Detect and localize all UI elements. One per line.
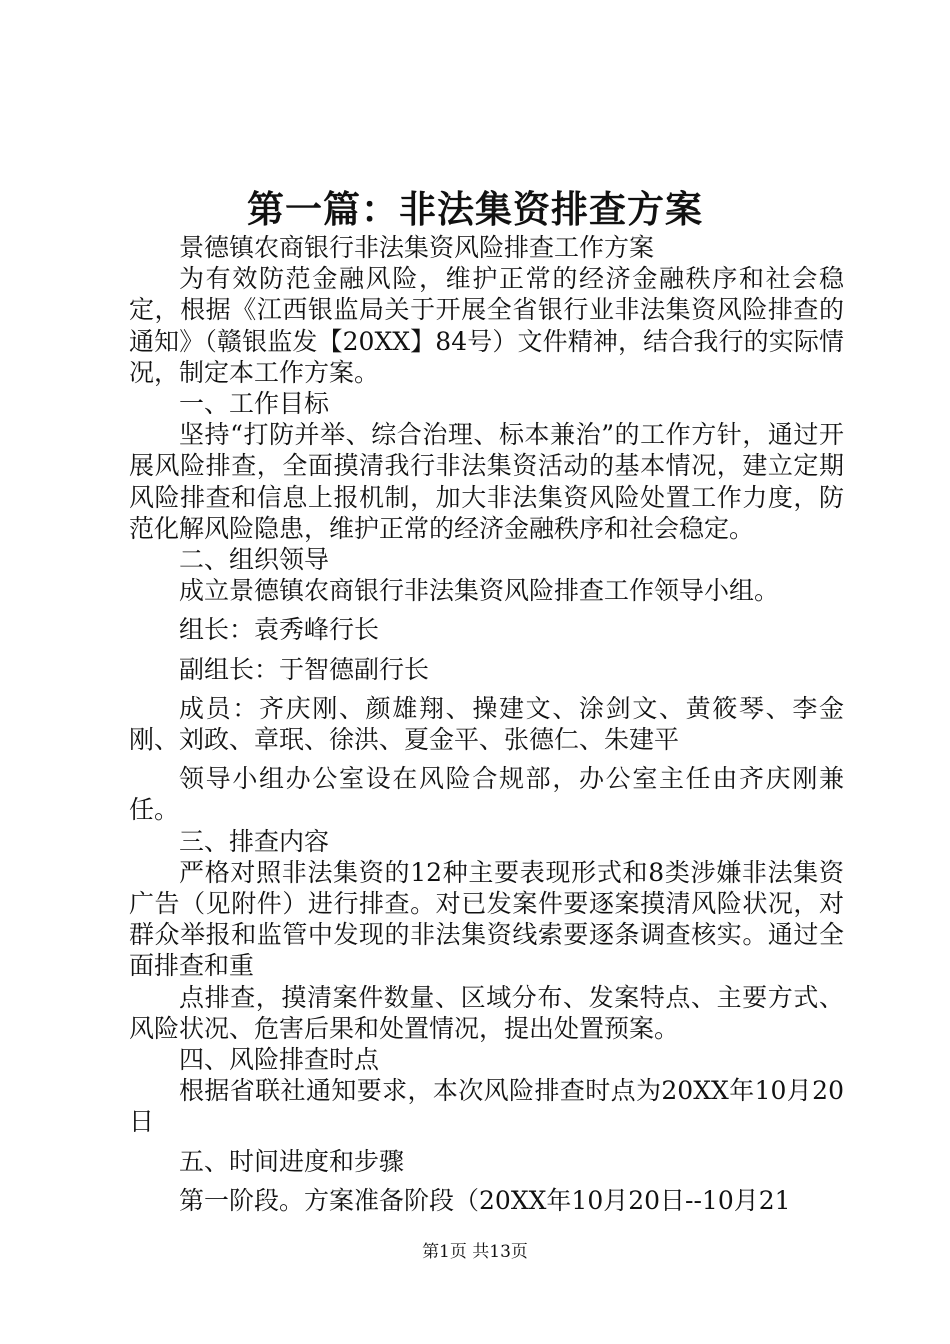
document-body: [129, 232, 844, 1216]
paragraph-intro: 为有效防范金融风险，维护正常的经济金融秩序和社会稳定，根据《江西银监局关于开展全省银行业非法集资风险排查的通知》（赣银监发【20XX】84号）文件精神，结合我行的实际情况，制定本工作方案。: [129, 264, 844, 387]
page-footer: 第1页 共13页: [422, 1242, 528, 1262]
paragraph-office: 领导小组办公室设在风险合规部，办公室主任由齐庆刚兼任。: [129, 764, 844, 825]
section-heading-goal: 一、工作目标: [179, 389, 330, 419]
paragraph-content: 严格对照非法集资的12种主要表现形式和8类涉嫌非法集资广告（见附件）进行排查。对已发案件要逐案摸清风险状况，对群众举报和监管中发现的非法集资线索要逐条调查核实。通过全面排查和重: [129, 857, 844, 981]
section-heading-schedule: 五、时间进度和步骤: [179, 1146, 405, 1176]
paragraph-checkpoint: 根据省联社通知要求，本次风险排查时点为20XX年10月20日: [129, 1076, 844, 1137]
paragraph-members: 成员：齐庆刚、颜雄翔、操建文、涂剑文、黄筱琴、李金刚、刘政、章珉、徐洪、夏金平、张德仁、朱建平: [129, 693, 844, 755]
paragraph-goal: 坚持“打防并举、综合治理、标本兼治”的工作方针，通过开展风险排查，全面摸清我行非法集资活动的基本情况，建立定期风险排查和信息上报机制，加大非法集资风险处置工作力度，防范化解风险隐患，维护正常的经济金融秩序和社会稳定。: [129, 420, 844, 543]
paragraph-deputy-leader: 副组长：于智德副行长: [179, 654, 430, 684]
document-title: 第一篇：非法集资排查方案: [247, 187, 703, 231]
paragraph-group-setup: 成立景德镇农商银行非法集资风险排查工作领导小组。: [179, 576, 780, 606]
section-heading-content: 三、排查内容: [179, 826, 330, 856]
paragraph-group-leader: 组长：袁秀峰行长: [179, 615, 380, 645]
section-heading-checkpoint: 四、风险排查时点: [179, 1045, 380, 1075]
paragraph-content-continued: 点排查，摸清案件数量、区域分布、发案特点、主要方式、风险状况、危害后果和处置情况，提出处置预案。: [129, 982, 844, 1043]
paragraph-stage-one: 第一阶段。方案准备阶段（20XX年10月20日--10月21: [179, 1185, 791, 1215]
paragraph-subtitle: 景德镇农商银行非法集资风险排查工作方案: [179, 233, 655, 262]
section-heading-organization: 二、组织领导: [179, 545, 330, 575]
